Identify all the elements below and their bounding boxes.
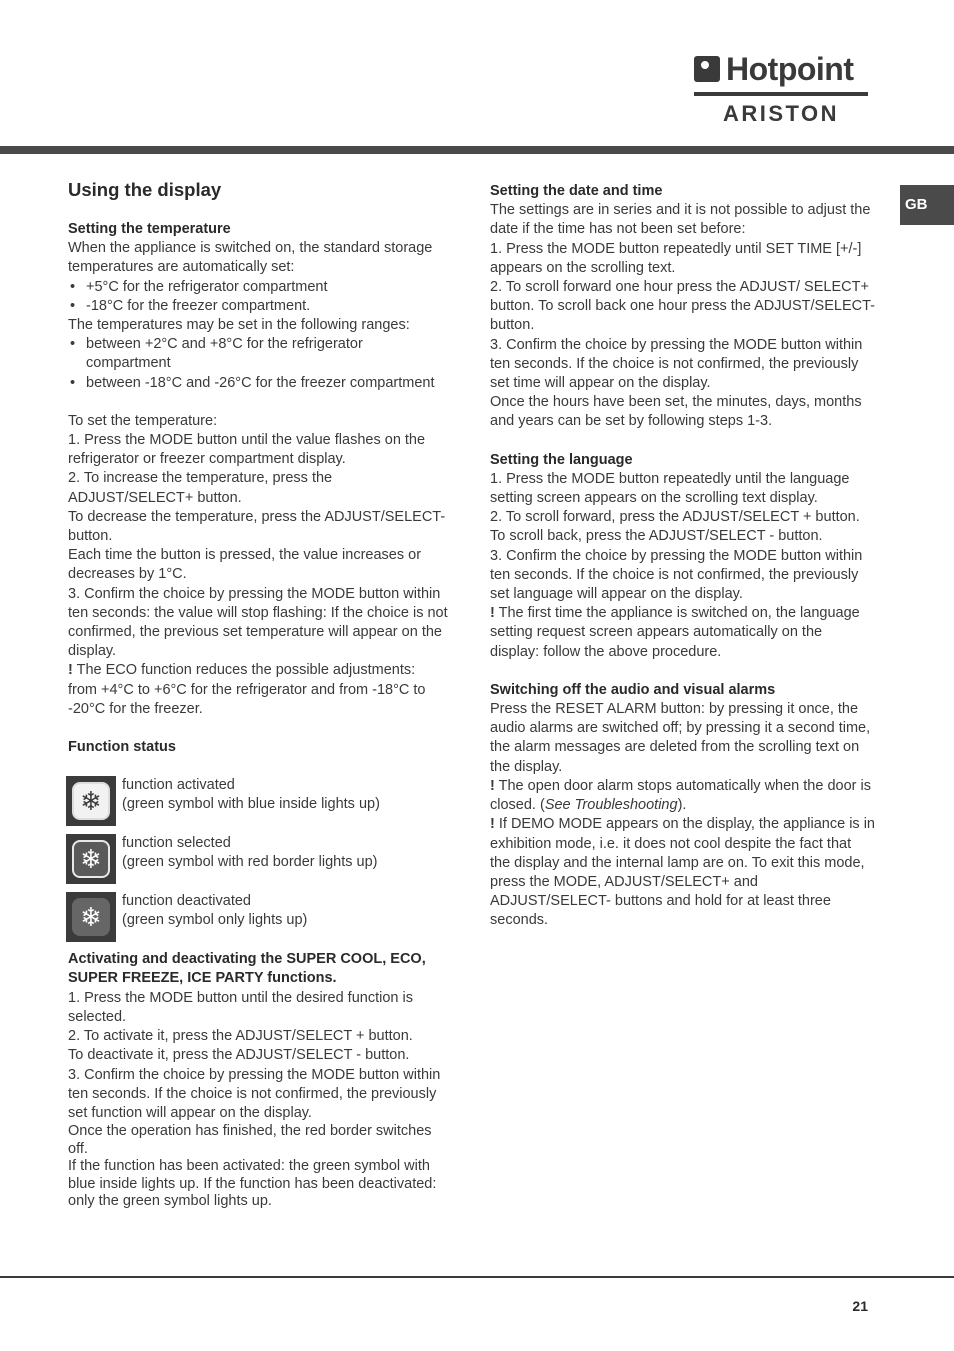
alarms-note-text: ). (677, 797, 687, 814)
status-line: function activated (122, 777, 235, 794)
activate-step: To deactivate it, press the ADJUST/SELECT - button. (68, 1047, 410, 1064)
status-line: (green symbol with red border lights up) (122, 854, 378, 871)
temp-note (68, 661, 448, 719)
spacer (68, 757, 448, 776)
language-tab: GB (900, 185, 954, 225)
section-heading-language: Setting the language (490, 451, 633, 468)
function-deactivated-icon (66, 892, 116, 942)
page-number: 21 (852, 1298, 868, 1314)
status-line: (green symbol only lights up) (122, 912, 308, 929)
snowflake-icon: ❄ (72, 840, 110, 878)
brand-mark-icon (694, 56, 720, 82)
function-selected-icon (66, 834, 116, 884)
status-row-activated (66, 776, 448, 834)
status-line: function selected (122, 835, 231, 852)
alarms-note-door (490, 777, 875, 815)
status-text (122, 834, 377, 872)
warning-mark: ! (490, 605, 495, 622)
alarms-note-text: If DEMO MODE appears on the display, the appliance is in exhibition mode, i.e. it does not cool despite the fact that the display and the internal lamp are on. To exit this mode, press the MODE, ADJUST/SELECT+ and ADJUST/SELECT- buttons and hold for at least three seconds. (490, 816, 875, 929)
temp-note-text: The ECO function reduces the possible adjustments: from +4°C to +6°C for the refrigerator and from -18°C to -20°C for the freezer. (68, 662, 426, 717)
warning-mark: ! (68, 662, 73, 679)
header-band (0, 146, 954, 154)
datetime-para: 1. Press the MODE button repeatedly until SET TIME [+/-] appears on the scrolling text. (490, 240, 862, 276)
datetime-para: The settings are in series and it is not possible to adjust the date if the time has not been set before: (490, 202, 871, 238)
alarms-note-text: The open door alarm stops automatically when the door is closed. ( (490, 777, 871, 814)
section-heading-activating: Activating and deactivating the SUPER COOL, ECO, SUPER FREEZE, ICE PARTY functions. (68, 951, 426, 987)
datetime-para: Once the hours have been set, the minutes, days, months and years can be set by following steps 1-3. (490, 394, 862, 430)
temp-step: 2. To increase the temperature, press the ADJUST/SELECT+ button. (68, 470, 333, 506)
temp-ranges-intro: The temperatures may be set in the following ranges: (68, 317, 410, 334)
spacer (490, 662, 875, 681)
footer-rule (0, 1276, 954, 1278)
list-item: • between +2°C and +8°C for the refrigerator compartment (68, 335, 448, 373)
brand-logo (694, 52, 868, 128)
section-heading-alarms: Switching off the audio and visual alarms (490, 681, 776, 698)
snowflake-icon: ❄ (72, 898, 110, 936)
troubleshooting-reference: See Troubleshooting (544, 797, 678, 814)
page-title: Using the display (68, 179, 222, 200)
section-heading-function-status: Function status (68, 739, 176, 756)
status-text (122, 892, 307, 930)
activate-step: Once the operation has finished, the red border switches off. (68, 1123, 432, 1157)
activate-step: 2. To activate it, press the ADJUST/SELECT + button. (68, 1028, 413, 1045)
language-para: 3. Confirm the choice by pressing the MODE button within ten seconds. If the choice is not confirmed, the previously set language will appear on the display. (490, 547, 863, 603)
function-activated-icon (66, 776, 116, 826)
spacer (68, 393, 448, 412)
temp-to-set: To set the temperature: (68, 412, 218, 429)
temp-step: 3. Confirm the choice by pressing the MODE button within ten seconds: the value will stop flashing: If the choice is not confirmed, the previous set temperature will appear on the display. (68, 585, 448, 660)
temp-defaults-list (68, 278, 448, 316)
brand-sub: ARISTON (722, 101, 840, 126)
temp-step: Each time the button is pressed, the value increases or decreases by 1°C. (68, 547, 422, 583)
section-heading-temperature: Setting the temperature (68, 221, 231, 237)
list-item: • between -18°C and -26°C for the freezer compartment (68, 374, 448, 393)
snowflake-icon: ❄ (72, 782, 110, 820)
left-column (68, 178, 448, 1211)
brand-name: Hotpoint (726, 51, 854, 87)
status-text (122, 776, 380, 814)
datetime-para: 3. Confirm the choice by pressing the MODE button within ten seconds. If the choice is not confirmed, the previously set time will appear on the display. (490, 336, 863, 392)
alarms-para: Press the RESET ALARM button: by pressing it once, the audio alarms are switched off; by pressing it a second time, the alarm messages are deleted from the scrolling text on the display. (490, 701, 871, 775)
temp-intro: When the appliance is switched on, the standard storage temperatures are automatically set: (68, 240, 433, 276)
language-para: 2. To scroll forward, press the ADJUST/SELECT + button. (490, 509, 860, 526)
warning-mark: ! (490, 816, 495, 833)
activate-step: 3. Confirm the choice by pressing the MODE button within ten seconds. If the choice is not confirmed, the previously set function will appear on the display. (68, 1066, 441, 1121)
activate-step: If the function has been activated: the green symbol with blue inside lights up. If the function has been deactivated: only the green symbol lights up. (68, 1158, 437, 1210)
status-line: function deactivated (122, 893, 251, 910)
datetime-para: 2. To scroll forward one hour press the ADJUST/ SELECT+ button. To scroll back one hour press the ADJUST/SELECT- button. (490, 279, 875, 334)
alarms-note-demo (490, 815, 875, 930)
right-column (490, 182, 875, 931)
status-row-deactivated (66, 892, 448, 950)
status-line: (green symbol with blue inside lights up) (122, 796, 380, 813)
language-para: 1. Press the MODE button repeatedly until the language setting screen appears on the scrolling text display. (490, 470, 850, 507)
language-para: To scroll back, press the ADJUST/SELECT - button. (490, 528, 823, 545)
status-row-selected (66, 834, 448, 892)
list-item: • +5°C for the refrigerator compartment (68, 278, 448, 297)
temp-step: 1. Press the MODE button until the value flashes on the refrigerator or freezer compartment display. (68, 432, 426, 468)
spacer (490, 432, 875, 451)
spacer (68, 719, 448, 738)
warning-mark: ! (490, 777, 495, 794)
list-item: • -18°C for the freezer compartment. (68, 297, 448, 316)
language-note-text: The first time the appliance is switched on, the language setting request screen appears automatically on the display: follow the above procedure. (490, 605, 860, 660)
brand-logo-top (694, 52, 868, 86)
section-heading-date-time: Setting the date and time (490, 183, 663, 199)
brand-rule (694, 92, 868, 96)
temp-step: To decrease the temperature, press the ADJUST/SELECT- button. (68, 508, 446, 545)
activate-step: 1. Press the MODE button until the desired function is selected. (68, 989, 413, 1025)
language-note (490, 604, 875, 662)
temp-ranges-list (68, 335, 448, 393)
